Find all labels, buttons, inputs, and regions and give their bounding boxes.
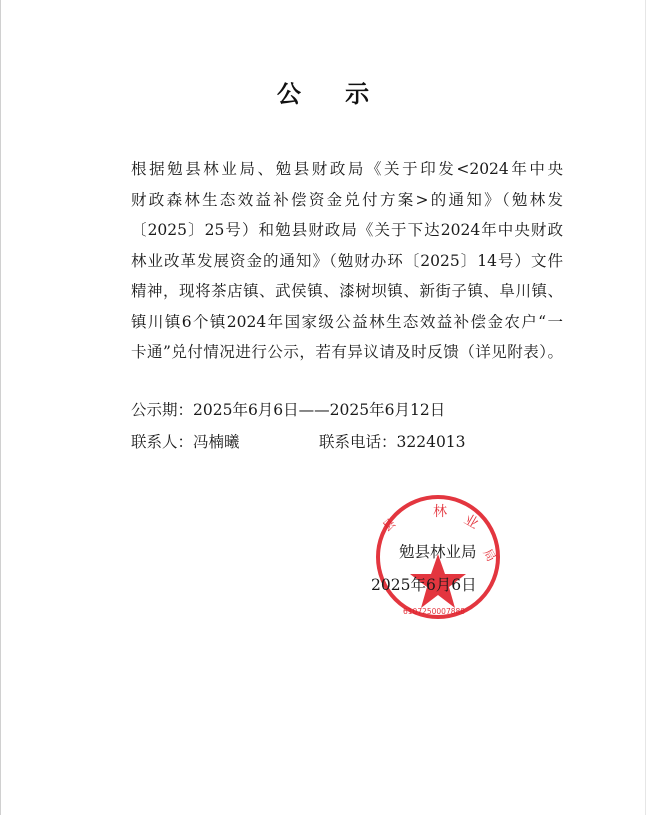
issue-date: 2025年6月6日: [371, 576, 477, 594]
publicity-period: 公示期：2025年6月6日——2025年6月12日: [131, 401, 446, 419]
body-line-2: 财政森林生态效益补偿资金兑付方案>的通知》（勉林发: [131, 190, 563, 209]
body-line-6: 镇川镇6个镇2024年国家级公益林生态效益补偿金农户“一: [131, 312, 563, 331]
body-line-7: 卡通”兑付情况进行公示，若有异议请及时反馈（详见附表）。: [131, 343, 563, 361]
seal-char-left: 县: [379, 515, 399, 535]
body-line-3: 〔2025〕25号）和勉县财政局《关于下达2024年中央财政: [131, 221, 563, 239]
contact-person: 联系人：冯楠曦: [131, 433, 240, 451]
seal-char-top-right: 业: [461, 511, 482, 533]
seal-char-top-left: 林: [433, 504, 447, 520]
body-line-5: 精神，现将茶店镇、武侯镇、漆树坝镇、新街子镇、阜川镇、: [131, 282, 563, 300]
issuer-name: 勉县林业局: [399, 543, 477, 561]
seal-code: 6107250007888: [403, 607, 466, 616]
contact-line: [131, 430, 466, 452]
seal-char-right: 局: [480, 546, 499, 564]
body-line-4: 林业改革发展资金的通知》（勉财办环〔2025〕14号）文件: [131, 251, 563, 270]
body-line-1: 根据勉县林业局、勉县财政局《关于印发<2024年中央: [131, 160, 563, 178]
notice-body: [131, 154, 563, 368]
contact-phone: 联系电话：3224013: [319, 433, 466, 451]
document-title: 公 示: [276, 79, 388, 108]
